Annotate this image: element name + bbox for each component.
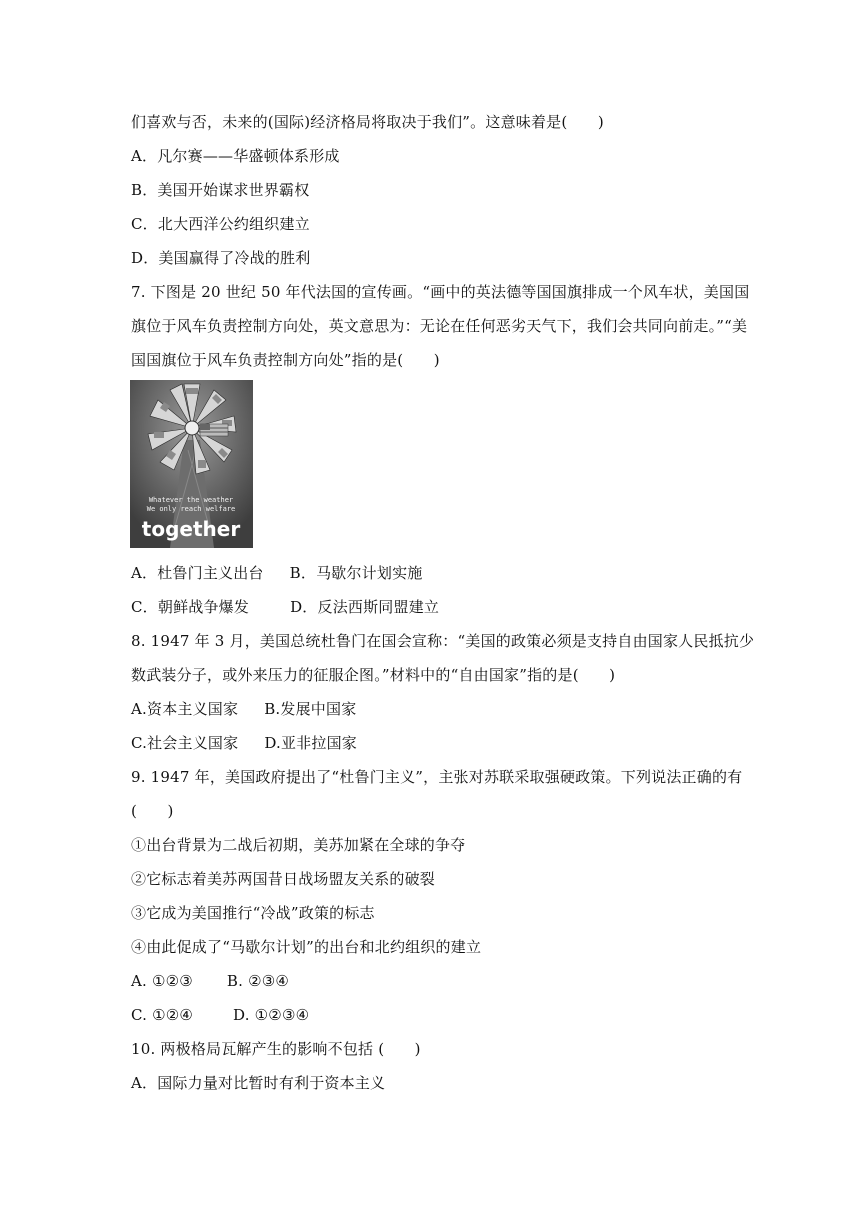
q7-option-a: A．杜鲁门主义出台: [131, 564, 264, 582]
q9-item-3: ③它成为美国推行“冷战”政策的标志: [131, 904, 375, 922]
q9-options-row-1: [131, 971, 289, 991]
q8-stem-line-1: 8. 1947 年 3 月，美国总统杜鲁门在国会宣称：“美国的政策必须是支持自由国家人民抵抗少: [131, 632, 755, 650]
q9-stem-line-2: ( ): [131, 802, 174, 820]
q10-option-a: A．国际力量对比暂时有利于资本主义: [131, 1074, 386, 1092]
poster-title-word: together: [141, 517, 241, 541]
poster-caption-line-1: Whatever the weather: [148, 496, 234, 504]
q9-option-c: C. ①②④: [131, 1006, 194, 1024]
poster-caption-line-2: We only reach welfare: [146, 505, 236, 513]
q6-option-d: D．美国赢得了冷战的胜利: [131, 249, 311, 267]
windmill-poster-image: [130, 380, 253, 548]
q8-options-row-1: [131, 699, 356, 719]
q8-option-d: D.亚非拉国家: [264, 734, 357, 752]
q7-options-row-1: [131, 563, 422, 583]
q6-stem-tail: 们喜欢与否，未来的(国际)经济格局将取决于我们”。这意味着是( ): [131, 113, 604, 131]
windmill-flags-illustration: [130, 380, 253, 548]
q9-option-d: D. ①②③④: [233, 1006, 310, 1024]
q9-options-row-2: [131, 1005, 309, 1025]
q6-option-b: B．美国开始谋求世界霸权: [131, 181, 310, 199]
q9-item-4: ④由此促成了“马歇尔计划”的出台和北约组织的建立: [131, 938, 482, 956]
q9-stem-line-1: 9. 1947 年，美国政府提出了“杜鲁门主义”，主张对苏联采取强硬政策。下列说法正确的有: [131, 768, 743, 786]
q6-option-c: C．北大西洋公约组织建立: [131, 215, 310, 233]
q9-item-1: ①出台背景为二战后初期，美苏加紧在全球的争夺: [131, 836, 466, 854]
q8-options-row-2: [131, 733, 357, 753]
q7-stem-line-1: 7. 下图是 20 世纪 50 年代法国的宣传画。“画中的英法德等国国旗排成一个风车状，美国国: [131, 283, 750, 301]
q7-stem-line-3: 国国旗位于风车负责控制方向处”指的是( ): [131, 351, 440, 369]
q9-option-b: B. ②③④: [226, 972, 290, 990]
q7-option-d: D．反法西斯同盟建立: [290, 598, 440, 616]
q8-option-c: C.社会主义国家: [131, 734, 239, 752]
q8-option-b: B.发展中国家: [264, 700, 357, 718]
q7-option-b: B．马歇尔计划实施: [289, 564, 423, 582]
q9-option-a: A. ①②③: [131, 972, 193, 990]
q8-option-a: A.资本主义国家: [131, 700, 239, 718]
q10-stem: 10. 两极格局瓦解产生的影响不包括 ( ): [131, 1040, 421, 1058]
q7-stem-line-2: 旗位于风车负责控制方向处，英文意思为：无论在任何恶劣天气下，我们会共同向前走。”“美: [131, 317, 748, 335]
q7-options-row-2: [131, 597, 439, 617]
q8-stem-line-2: 数武装分子，或外来压力的征服企图。”材料中的“自由国家”指的是( ): [131, 666, 616, 684]
q7-option-c: C．朝鲜战争爆发: [131, 598, 250, 616]
q9-item-2: ②它标志着美苏两国昔日战场盟友关系的破裂: [131, 870, 436, 888]
q6-option-a: A．凡尔赛——华盛顿体系形成: [131, 147, 340, 165]
